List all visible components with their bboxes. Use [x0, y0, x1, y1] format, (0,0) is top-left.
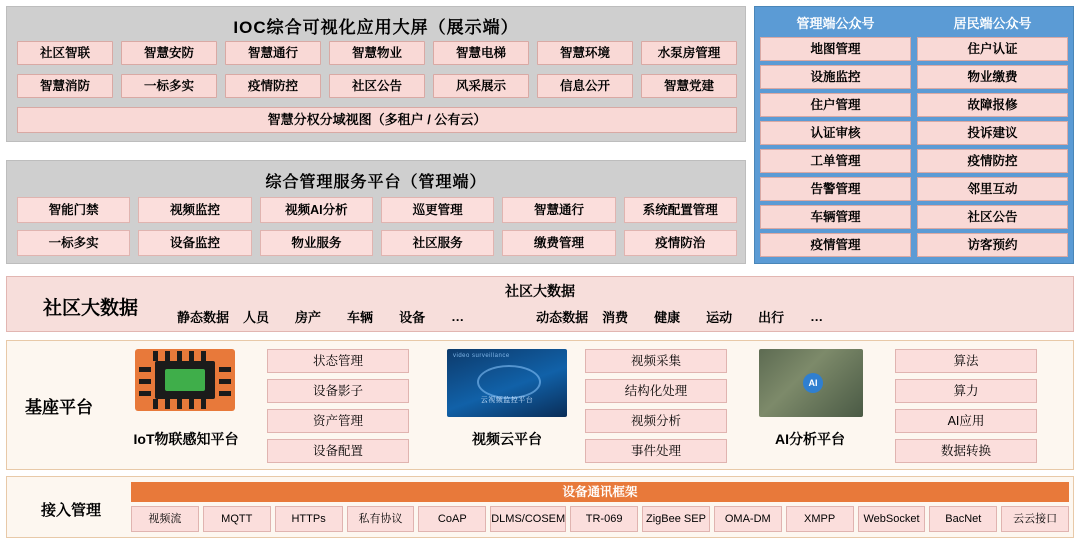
ai-badge-icon: AI: [803, 373, 823, 393]
protocol-row: [131, 506, 1069, 532]
ioc-section: [6, 6, 746, 142]
big-data-center-title: 社区大数据: [505, 283, 575, 299]
protocol-item[interactable]: BacNet: [929, 506, 997, 532]
admin-account-item[interactable]: 车辆管理: [760, 205, 911, 229]
ioc-item[interactable]: 智慧党建: [641, 74, 737, 98]
management-item[interactable]: 系统配置管理: [624, 197, 737, 223]
video-image-top-text: video surveillance: [453, 353, 510, 359]
resident-account-item[interactable]: 访客预约: [917, 233, 1068, 257]
protocol-item[interactable]: HTTPs: [275, 506, 343, 532]
video-feature-item[interactable]: 结构化处理: [585, 379, 727, 403]
ioc-item[interactable]: 社区公告: [329, 74, 425, 98]
big-data-section: [6, 276, 1074, 332]
protocol-item[interactable]: MQTT: [203, 506, 271, 532]
static-data-label: 静态数据: [177, 309, 230, 325]
access-management-section: [6, 476, 1074, 538]
dynamic-data-tag: …: [810, 308, 824, 324]
admin-account-item[interactable]: 住户管理: [760, 93, 911, 117]
ioc-row-2: [17, 74, 737, 98]
resident-account-item[interactable]: 投诉建议: [917, 121, 1068, 145]
chip-body-icon: [155, 361, 215, 399]
device-communication-bar: 设备通讯框架: [131, 482, 1069, 502]
management-platform-section: [6, 160, 746, 264]
video-image-text: 云视频监控平台: [480, 397, 534, 404]
management-item[interactable]: 社区服务: [381, 230, 494, 256]
video-feature-list: [585, 349, 727, 463]
resident-account-item[interactable]: 疫情防控: [917, 149, 1068, 173]
management-row-1: [17, 197, 737, 223]
management-item[interactable]: 视频监控: [138, 197, 251, 223]
ioc-item[interactable]: 智慧环境: [537, 41, 633, 65]
management-item[interactable]: 智慧通行: [502, 197, 615, 223]
management-item[interactable]: 智能门禁: [17, 197, 130, 223]
ai-feature-item[interactable]: AI应用: [895, 409, 1037, 433]
admin-account-item[interactable]: 告警管理: [760, 177, 911, 201]
ioc-title: IOC综合可视化应用大屏（展示端）: [233, 18, 519, 37]
iot-feature-item[interactable]: 设备影子: [267, 379, 409, 403]
admin-account-column: [760, 11, 911, 259]
video-cloud-image: [447, 349, 567, 417]
protocol-item[interactable]: XMPP: [786, 506, 854, 532]
admin-account-header: 管理端公众号: [796, 15, 875, 31]
admin-account-item[interactable]: 设施监控: [760, 65, 911, 89]
resident-account-item[interactable]: 物业缴费: [917, 65, 1068, 89]
video-ring-icon: [477, 365, 541, 399]
ai-feature-list: [895, 349, 1037, 463]
ioc-item[interactable]: 智慧消防: [17, 74, 113, 98]
resident-account-item[interactable]: 住户认证: [917, 37, 1068, 61]
ioc-item[interactable]: 智慧物业: [329, 41, 425, 65]
management-item[interactable]: 一标多实: [17, 230, 130, 256]
resident-account-column: [917, 11, 1068, 259]
iot-feature-item[interactable]: 状态管理: [267, 349, 409, 373]
iot-feature-list: [267, 349, 409, 463]
protocol-item[interactable]: CoAP: [418, 506, 486, 532]
ai-platform-image: [759, 349, 863, 417]
iot-feature-item[interactable]: 设备配置: [267, 439, 409, 463]
video-feature-item[interactable]: 视频采集: [585, 349, 727, 373]
admin-account-item[interactable]: 认证审核: [760, 121, 911, 145]
ioc-item[interactable]: 智慧安防: [121, 41, 217, 65]
protocol-item[interactable]: WebSocket: [858, 506, 926, 532]
static-data-tag: 房产: [295, 309, 322, 325]
static-data-tag: 人员: [243, 309, 270, 325]
static-data-tag: 设备: [399, 309, 426, 325]
iot-platform-caption: IoT物联感知平台: [133, 431, 239, 447]
ioc-item[interactable]: 智慧通行: [225, 41, 321, 65]
ioc-item[interactable]: 风采展示: [433, 74, 529, 98]
video-feature-item[interactable]: 事件处理: [585, 439, 727, 463]
protocol-item[interactable]: TR-069: [570, 506, 638, 532]
dynamic-data-tag: 运动: [706, 309, 733, 325]
management-platform-title: 综合管理服务平台（管理端）: [265, 174, 487, 191]
admin-account-item[interactable]: 地图管理: [760, 37, 911, 61]
admin-account-item[interactable]: 疫情管理: [760, 233, 911, 257]
protocol-item[interactable]: 私有协议: [347, 506, 415, 532]
ai-feature-item[interactable]: 算法: [895, 349, 1037, 373]
base-platform-title: 基座平台: [25, 398, 93, 417]
protocol-item[interactable]: 视频流: [131, 506, 199, 532]
ioc-item[interactable]: 社区智联: [17, 41, 113, 65]
dynamic-data-label: 动态数据: [536, 309, 589, 325]
ioc-item[interactable]: 一标多实: [121, 74, 217, 98]
ioc-row-1: [17, 41, 737, 65]
management-item[interactable]: 缴费管理: [502, 230, 615, 256]
big-data-tags: [177, 305, 1057, 327]
static-data-tag: …: [451, 308, 465, 324]
resident-account-item[interactable]: 邻里互动: [917, 177, 1068, 201]
dynamic-data-tag: 消费: [602, 309, 629, 325]
chip-core-icon: [165, 369, 205, 391]
ioc-item[interactable]: 信息公开: [537, 74, 633, 98]
protocol-item[interactable]: 云云接口: [1001, 506, 1069, 532]
ai-feature-item[interactable]: 数据转换: [895, 439, 1037, 463]
static-data-tag: 车辆: [347, 309, 374, 325]
iot-chip-image: [135, 349, 235, 411]
management-item[interactable]: 疫情防治: [624, 230, 737, 256]
ai-feature-item[interactable]: 算力: [895, 379, 1037, 403]
ioc-item[interactable]: 智慧电梯: [433, 41, 529, 65]
protocol-item[interactable]: DLMS/COSEM: [490, 506, 566, 532]
ioc-item[interactable]: 水泵房管理: [641, 41, 737, 65]
management-item[interactable]: 物业服务: [260, 230, 373, 256]
video-platform-caption: 视频云平台: [472, 431, 542, 447]
management-item[interactable]: 视频AI分析: [260, 197, 373, 223]
access-management-title: 接入管理: [41, 502, 102, 519]
resident-account-item[interactable]: 社区公告: [917, 205, 1068, 229]
iot-feature-item[interactable]: 资产管理: [267, 409, 409, 433]
ai-platform-caption: AI分析平台: [775, 431, 845, 447]
management-item[interactable]: 巡更管理: [381, 197, 494, 223]
protocol-item[interactable]: ZigBee SEP: [642, 506, 710, 532]
dynamic-data-tag: 健康: [654, 309, 681, 325]
video-feature-item[interactable]: 视频分析: [585, 409, 727, 433]
resident-account-header: 居民端公众号: [953, 15, 1032, 31]
admin-account-item[interactable]: 工单管理: [760, 149, 911, 173]
public-account-section: [754, 6, 1074, 264]
ioc-multitenant-view[interactable]: 智慧分权分域视图（多租户 / 公有云）: [17, 107, 737, 133]
big-data-side-title: 社区大数据: [43, 298, 139, 319]
resident-account-item[interactable]: 故障报修: [917, 93, 1068, 117]
ioc-item[interactable]: 疫情防控: [225, 74, 321, 98]
management-row-2: [17, 230, 737, 256]
base-platform-section: [6, 340, 1074, 470]
dynamic-data-tag: 出行: [758, 309, 785, 325]
protocol-item[interactable]: OMA-DM: [714, 506, 782, 532]
management-item[interactable]: 设备监控: [138, 230, 251, 256]
